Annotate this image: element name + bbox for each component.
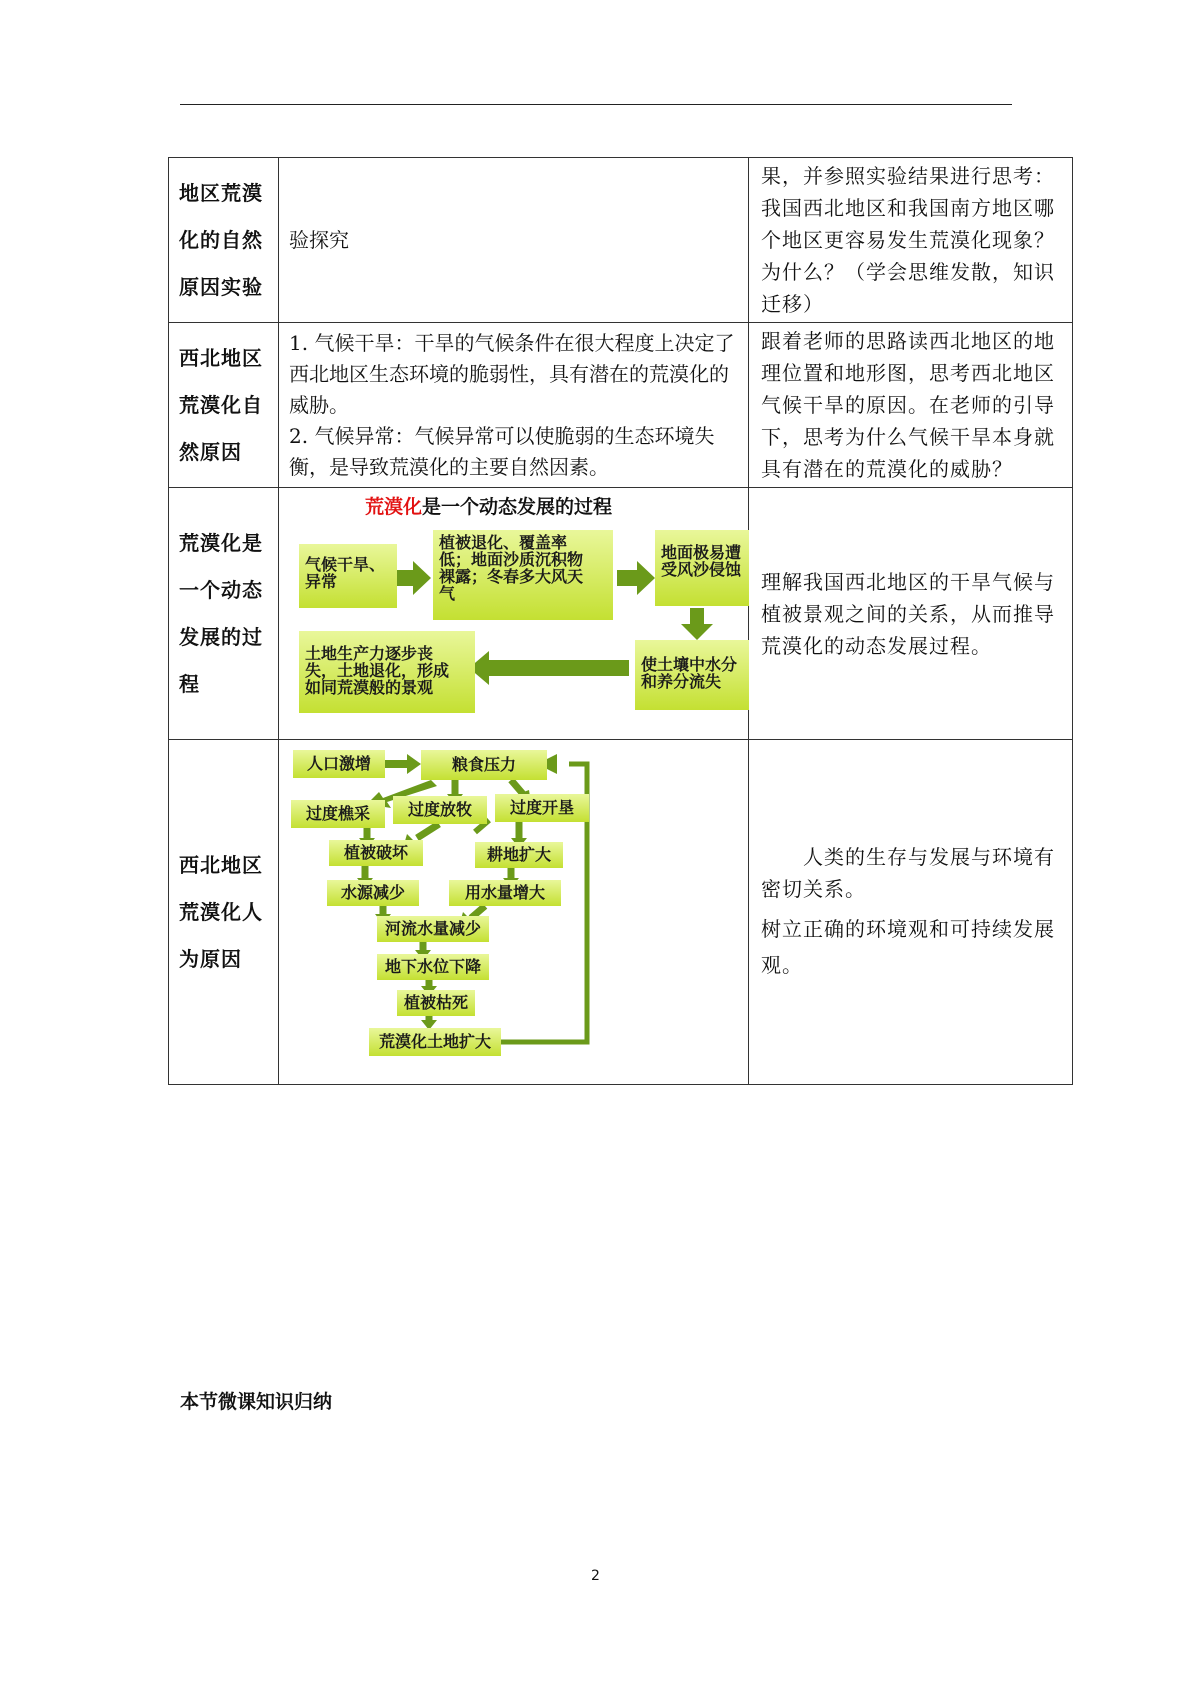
box-over-cultivation: 过度开垦	[495, 794, 589, 822]
box-water-use: 用水量增大	[449, 880, 561, 906]
table-row	[169, 158, 1073, 323]
arrow-population-food	[381, 754, 421, 774]
page-number: 2	[591, 1568, 600, 1584]
box-vegetation-damage: 植被破坏	[329, 840, 423, 866]
lesson-table	[168, 157, 1073, 1085]
diagram-title: 荒漠化是一个动态发展的过程	[365, 496, 613, 518]
box-water-source: 水源减少	[327, 880, 419, 906]
teacher-activity	[279, 158, 749, 323]
human-cause-chain	[279, 740, 749, 1085]
box-vegetation: 植被退化、覆盖率 低；地面沙质沉积物 裸露；冬春多大风天 气	[433, 530, 613, 620]
student-activity: 跟着老师的思路读西北地区的地理位置和地形图，思考西北地区气候干旱的原因。在老师的引导下，思考为什么气候干旱本身就具有潜在的荒漠化的威胁？	[749, 323, 1073, 488]
cause-item-1: 1. 气候干旱：干旱的气候条件在很大程度上决定了西北地区生态环境的脆弱性，具有潜在的荒漠化的威胁。	[289, 330, 735, 417]
desertification-process-diagram	[279, 488, 749, 740]
box-vegetation-withered: 植被枯死	[397, 990, 475, 1016]
student-activity: 理解我国西北地区的干旱气候与植被景观之间的关系，从而推导荒漠化的动态发展过程。	[749, 488, 1073, 740]
box-population: 人口激增	[293, 750, 385, 778]
table-row	[169, 488, 1073, 740]
student-activity	[749, 740, 1073, 1085]
box-land-degradation: 土地生产力逐步丧 失，土地退化，形成 如同荒漠般的景观	[299, 631, 475, 713]
box-farmland-expansion: 耕地扩大	[475, 842, 563, 868]
arrow-left	[469, 651, 629, 685]
box-groundwater: 地下水位下降	[377, 954, 489, 980]
box-climate: 气候干旱、 异常	[299, 544, 397, 608]
phase-label: 地区荒漠 化的自然 原因实验	[169, 158, 279, 323]
box-desert-expansion: 荒漠化土地扩大	[369, 1028, 501, 1056]
arrow-right-2	[617, 561, 655, 595]
activity-text: 验探究	[289, 227, 349, 252]
box-food-pressure: 粮食压力	[421, 750, 547, 780]
table-row	[169, 323, 1073, 488]
reflection-line-2: 树立正确的环境观和可持续发展观。	[761, 917, 1055, 977]
phase-label: 西北地区 荒漠化人 为原因	[169, 740, 279, 1085]
section-heading: 本节微课知识归纳	[180, 1391, 333, 1413]
box-river-flow: 河流水量减少	[377, 916, 489, 942]
chain-arrows	[279, 740, 749, 1085]
phase-label: 荒漠化是 一个动态 发展的过 程	[169, 488, 279, 740]
box-over-grazing: 过度放牧	[393, 796, 487, 824]
reflection-line-1: 人类的生存与发展与环境有密切关系。	[761, 845, 1055, 901]
box-over-logging: 过度樵采	[291, 800, 385, 828]
table-row	[169, 740, 1073, 1085]
cause-item-2: 2. 气候异常：气候异常可以使脆弱的生态环境失衡，是导致荒漠化的主要自然因素。	[289, 423, 715, 479]
student-activity: 果，并参照实验结果进行思考：我国西北地区和我国南方地区哪个地区更容易发生荒漠化现象？为什么？（学会思维发散，知识迁移）	[749, 158, 1073, 323]
box-nutrient-loss: 使土壤中水分 和养分流失	[635, 640, 749, 710]
arrow-down	[681, 608, 713, 640]
phase-label: 西北地区 荒漠化自 然原因	[169, 323, 279, 488]
box-erosion: 地面极易遭 受风沙侵蚀	[655, 530, 749, 606]
header-rule	[180, 104, 1012, 105]
teacher-activity	[279, 323, 749, 488]
arrow-right-1	[395, 561, 431, 595]
